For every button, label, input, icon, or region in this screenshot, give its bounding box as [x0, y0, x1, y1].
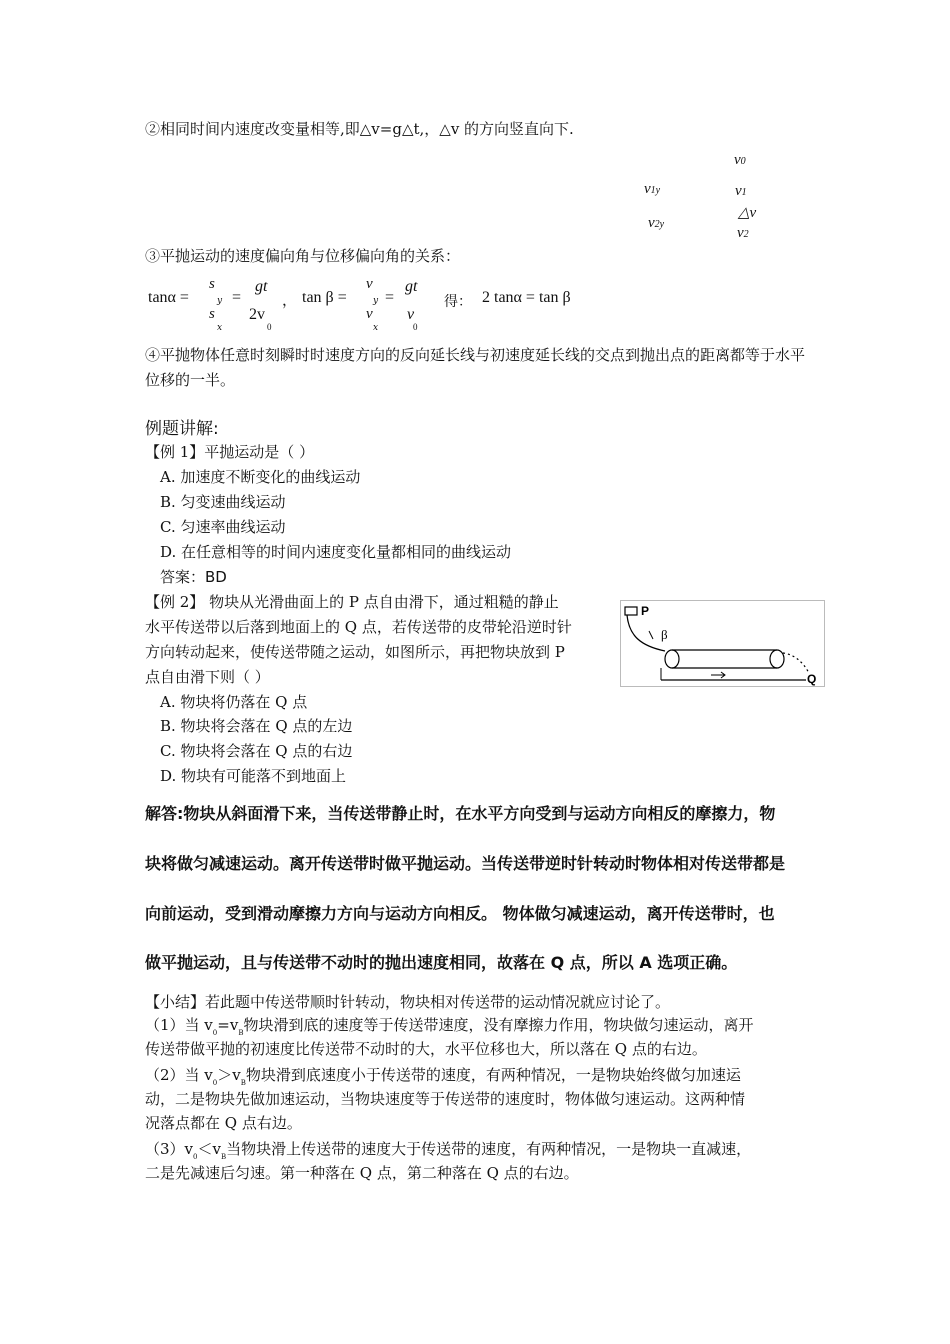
ex2-line-2: 水平传送带以后落到地面上的 Q 点，若传送带的皮带轮沿逆时针 [145, 618, 572, 636]
case-1-line-2: 传送带做平抛的初速度比传送带不动时的大，水平位移也大，所以落在 Q 点的右边。 [145, 1040, 707, 1058]
equals-1: = [232, 289, 242, 306]
tan-alpha: tanα = [148, 289, 189, 306]
case-2-line-3: 况落点都在 Q 点右边。 [145, 1114, 302, 1132]
ex1-option-a: A. 加速度不断变化的曲线运动 [160, 468, 361, 486]
frac-s-bottom: s [209, 306, 215, 322]
ex1-option-b: B. 匀变速曲线运动 [160, 493, 286, 511]
ex2-option-c: C. 物块将会落在 Q 点的右边 [160, 742, 353, 760]
label-v0: v0 [734, 152, 746, 168]
label-delta-v: △v [738, 205, 757, 221]
label-q: Q [807, 672, 817, 686]
label-v2: v2 [737, 225, 749, 241]
comma: ， [282, 293, 298, 309]
ex1-title: 【例 1】平抛运动是（ ） [145, 443, 315, 461]
label-v1: v1 [735, 183, 747, 199]
ex2-line-3: 方向转动起来，使传送带随之运动，如图所示，再把物块放到 P [145, 643, 565, 661]
solution-line-1: 解答:物块从斜面滑下来，当传送带静止时，在水平方向受到与运动方向相反的摩擦力，物 [145, 804, 776, 823]
frac-vsub-x: x [373, 323, 379, 333]
label-v2y: v2y [648, 215, 665, 231]
point-4: ④平抛物体任意时刻瞬时时速度方向的反向延长线与初速度延长线的交点到抛出点的距离都等于水平位移的一半。 [145, 346, 806, 389]
de-label: 得： [444, 294, 472, 310]
ex1-option-d: D. 在任意相等的时间内速度变化量都相同的曲线运动 [160, 543, 512, 561]
ex1-answer: 答案：BD [160, 568, 227, 586]
frac-sub-y: y [217, 296, 223, 306]
point-2: ②相同时间内速度改变量相等,即△v=g△t,，△v 的方向竖直向下. [145, 120, 574, 138]
frac-sub-x: x [217, 323, 223, 333]
solution-line-3: 向前运动，受到滑动摩擦力方向与运动方向相反。 物体做匀减速运动，离开传送带时，也 [145, 904, 775, 923]
pulley-right [770, 650, 784, 668]
equals-2: = [385, 289, 395, 306]
section-title: 例题讲解: [145, 419, 219, 439]
ex2-option-d: D. 物块有可能落不到地面上 [160, 767, 347, 785]
frac-gt-1: gt [255, 278, 268, 295]
ex1-option-c: C. 匀速率曲线运动 [160, 518, 286, 536]
case-3-line-1: $(3)v_0<v_B$当物块滑上传送带的速度大于传送带的速度，有两种情况，一是物块一直减速， [145, 1140, 752, 1161]
summary-title: 【小结】若此题中传送带顺时针转动，物块相对传送带的运动情况就应讨论了。 [145, 993, 671, 1011]
case-2-line-2: 动，二是物块先做加速运动，当物块速度等于传送带的速度时，物体做匀速运动。这两种情 [145, 1090, 746, 1108]
case-3-line-2: 二是先减速后匀速。第一种落在 Q 点，第二种落在 Q 点的右边。 [145, 1164, 579, 1182]
frac-2v-sub: 0 [267, 322, 272, 332]
frac-vsub-y: y [373, 296, 379, 306]
label-beta: β [661, 627, 668, 642]
frac-gt-2: gt [405, 278, 418, 295]
frac-v0: v [407, 306, 415, 323]
result: 2 tanα = tan β [482, 289, 571, 306]
conveyor-figure [620, 600, 825, 687]
frac-v-bottom: v [366, 306, 373, 322]
solution-line-2: 块将做匀减速运动。离开传送带时做平抛运动。当传送带逆时针转动时物体相对传送带都是 [145, 854, 786, 873]
tan-beta: tan β = [302, 289, 347, 306]
frac-s-top: s [209, 276, 215, 292]
frac-2v: 2v [249, 306, 265, 323]
point-3: ③平抛运动的速度偏向角与位移偏向角的关系： [145, 247, 461, 265]
pulley-left [665, 650, 679, 668]
conveyor-diagram [621, 601, 824, 686]
case-1-line-1: （1）当 $v_0=v_B$物块滑到底的速度等于传送带速度，没有摩擦力作用，物块做匀速运动，离开 [145, 1016, 754, 1037]
frac-v-top: v [366, 276, 373, 292]
ex2-line-1: 【例 2】 物块从光滑曲面上的 P 点自由滑下，通过粗糙的静止 [145, 593, 559, 611]
ex2-option-b: B. 物块将会落在 Q 点的左边 [160, 717, 353, 735]
curved-ramp [627, 615, 665, 651]
ex2-line-4: 点自由滑下则（ ） [145, 668, 270, 686]
case-2-line-1: （2）当 $v_0>v_B$物块滑到底速度小于传送带的速度，有两种情况，一是物块始终做匀加速运 [145, 1066, 741, 1087]
ex2-option-a: A. 物块将仍落在 Q 点 [160, 693, 308, 711]
trajectory [783, 653, 809, 673]
block-p [625, 607, 637, 615]
solution-line-4: 做平抛运动，且与传送带不动时的抛出速度相同，故落在 Q 点，所以 A 选项正确。 [145, 953, 738, 972]
frac-v0-sub: 0 [413, 322, 418, 332]
label-v1y: v1y [644, 181, 661, 197]
label-p: P [641, 604, 650, 618]
